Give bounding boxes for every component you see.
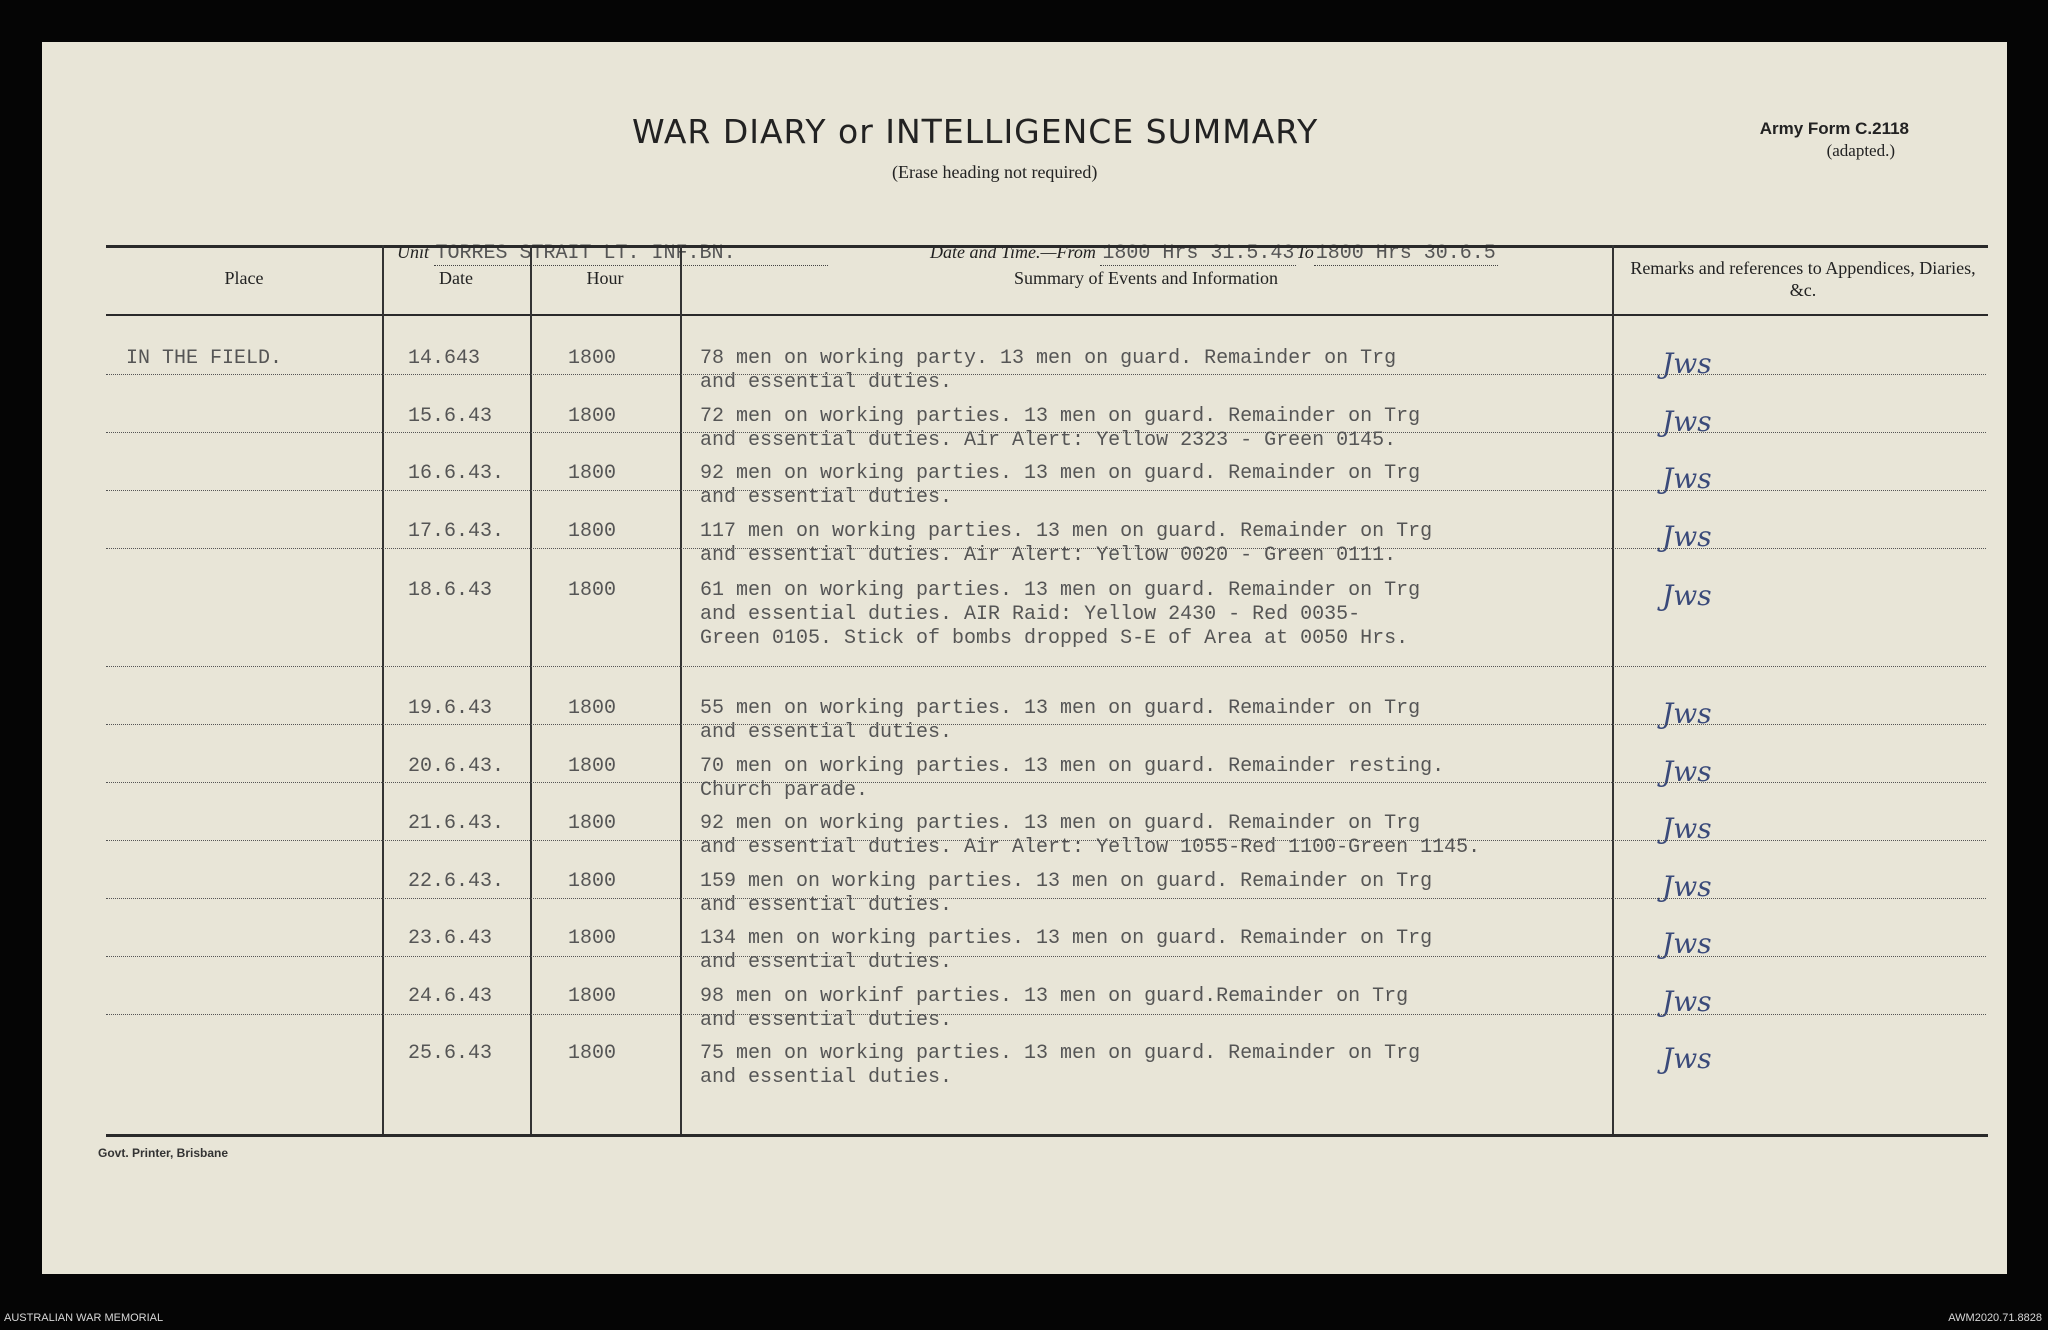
entry-date: 25.6.43 [408, 1042, 493, 1065]
table-top-rule [106, 245, 1988, 248]
entry-hour: 1800 [568, 347, 617, 370]
entry-hour: 1800 [568, 755, 617, 778]
date-time-label: Date and Time.—From [930, 242, 1096, 262]
form-subtitle: (Erase heading not required) [892, 162, 1098, 182]
row-ruling [106, 898, 1986, 899]
entry-hour: 1800 [568, 579, 617, 602]
col-divider [1612, 245, 1614, 1134]
entry-initials: Jws [1662, 870, 1712, 903]
col-divider [530, 245, 532, 1134]
archive-reference: AWM2020.71.8828 [1948, 1312, 2042, 1324]
entry-summary: 92 men on working parties. 13 men on guard. Remainder on Trg and essential duties. [700, 462, 1421, 509]
entry-hour: 1800 [568, 870, 617, 893]
row-ruling [106, 432, 1986, 433]
diary-page [42, 42, 2007, 1274]
row-ruling [106, 724, 1986, 725]
row-ruling [106, 956, 1986, 957]
entry-initials: Jws [1662, 579, 1712, 612]
entry-date: 17.6.43. [408, 520, 505, 543]
entry-summary: 159 men on working parties. 13 men on guard. Remainder on Trg and essential duties. [700, 870, 1433, 917]
entry-date: 20.6.43. [408, 755, 505, 778]
entry-initials: Jws [1662, 405, 1712, 438]
entry-summary: 78 men on working party. 13 men on guard. Remainder on Trg and essential duties. [700, 347, 1397, 394]
entry-hour: 1800 [568, 520, 617, 543]
header-bottom-rule [106, 314, 1988, 316]
col-header-remarks: Remarks and references to Appendices, Diaries, &c. [1630, 258, 1976, 300]
entry-summary: 70 men on working parties. 13 men on guard. Remainder resting. Church parade. [700, 755, 1445, 802]
entry-date: 24.6.43 [408, 985, 493, 1008]
entry-date: 15.6.43 [408, 405, 493, 428]
entry-hour: 1800 [568, 405, 617, 428]
entry-initials: Jws [1662, 755, 1712, 788]
entry-initials: Jws [1662, 462, 1712, 495]
entry-date: 21.6.43. [408, 812, 505, 835]
entry-date: 18.6.43 [408, 579, 493, 602]
entry-hour: 1800 [568, 1042, 617, 1065]
entry-initials: Jws [1662, 697, 1712, 730]
entry-summary: 55 men on working parties. 13 men on guard. Remainder on Trg and essential duties. [700, 697, 1421, 744]
entry-initials: Jws [1662, 985, 1712, 1018]
row-ruling [106, 1014, 1986, 1015]
army-form-number: Army Form C.2118 [1759, 119, 1909, 138]
army-form-label [1760, 118, 1909, 162]
entry-date: 23.6.43 [408, 927, 493, 950]
entry-initials: Jws [1662, 1042, 1712, 1075]
entry-summary: 117 men on working parties. 13 men on guard. Remainder on Trg and essential duties. Air Alert: Yellow 0020 - Green 0111. [700, 520, 1433, 567]
entry-hour: 1800 [568, 462, 617, 485]
entry-date: 19.6.43 [408, 697, 493, 720]
entry-initials: Jws [1662, 927, 1712, 960]
entry-place: IN THE FIELD. [126, 347, 283, 370]
entry-hour: 1800 [568, 985, 617, 1008]
col-divider [382, 245, 384, 1134]
entry-date: 14.643 [408, 347, 481, 370]
unit-value: TORRES STRAIT LT. INF.BN. [434, 242, 828, 266]
to-value: 1800 Hrs 30.6.5 [1315, 242, 1496, 265]
entry-date: 16.6.43. [408, 462, 505, 485]
entry-hour: 1800 [568, 697, 617, 720]
from-value: 1800 Hrs 31.5.43 [1102, 242, 1295, 265]
col-header-place: Place [224, 268, 264, 288]
entry-summary: 92 men on working parties. 13 men on guard. Remainder on Trg and essential duties. Air Alert: Yellow 1055-Red 1100-Green 1145. [700, 812, 1481, 859]
entry-summary: 61 men on working parties. 13 men on guard. Remainder on Trg and essential duties. AIR Raid: Yellow 2430 - Red 0035- Green 0105. Stick of bombs dropped S-E of Area at 0050 Hrs. [700, 579, 1421, 650]
row-ruling [106, 490, 1986, 491]
entry-date: 22.6.43. [408, 870, 505, 893]
entry-initials: Jws [1662, 520, 1712, 553]
entry-initials: Jws [1662, 347, 1712, 380]
table-bottom-rule [106, 1134, 1988, 1137]
row-ruling [106, 840, 1986, 841]
col-header-date: Date [439, 268, 473, 288]
row-ruling [106, 548, 1986, 549]
entry-summary: 72 men on working parties. 13 men on guard. Remainder on Trg and essential duties. Air Alert: Yellow 2323 - Green 0145. [700, 405, 1421, 452]
entry-hour: 1800 [568, 812, 617, 835]
to-label: To [1296, 242, 1314, 262]
entry-initials: Jws [1662, 812, 1712, 845]
col-header-summary: Summary of Events and Information [1014, 268, 1278, 288]
row-ruling [106, 374, 1986, 375]
entry-summary: 134 men on working parties. 13 men on guard. Remainder on Trg and essential duties. [700, 927, 1433, 974]
unit-label: Unit [397, 242, 430, 262]
form-title: WAR DIARY or INTELLIGENCE SUMMARY [632, 112, 1319, 151]
entry-summary: 75 men on working parties. 13 men on guard. Remainder on Trg and essential duties. [700, 1042, 1421, 1089]
entry-hour: 1800 [568, 927, 617, 950]
army-form-adapted: (adapted.) [1826, 141, 1895, 160]
row-ruling [106, 666, 1986, 667]
archive-credit: AUSTRALIAN WAR MEMORIAL [4, 1312, 164, 1324]
col-divider [680, 245, 682, 1134]
col-header-hour: Hour [586, 268, 624, 288]
row-ruling [106, 782, 1986, 783]
printer-imprint: Govt. Printer, Brisbane [98, 1146, 229, 1160]
entry-summary: 98 men on workinf parties. 13 men on guard.Remainder on Trg and essential duties. [700, 985, 1409, 1032]
